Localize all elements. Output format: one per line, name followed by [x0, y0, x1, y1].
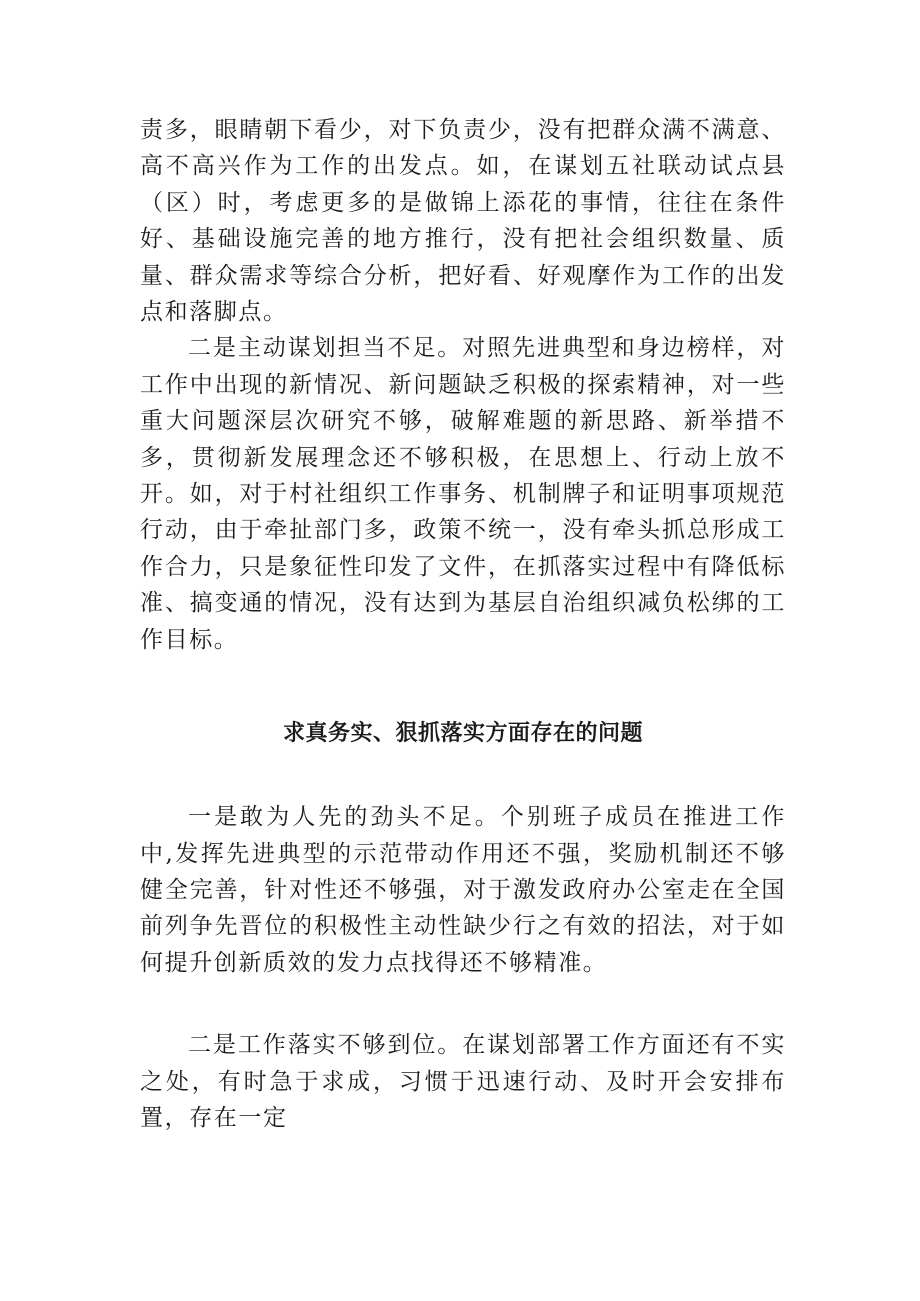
body-paragraph: 二是主动谋划担当不足。对照先进典型和身边榜样，对工作中出现的新情况、新问题缺乏积极的探索精神，对一些重大问题深层次研究不够，破解难题的新思路、新举措不多，贯彻新发展理念还不够积极，在思想上、行动上放不开。如，对于村社组织工作事务、机制牌子和证明事项规范行动，由于牵扯部门多，政策不统一，没有牵头抓总形成工作合力，只是象征性印发了文件，在抓落实过程中有降低标准、搞变通的情况，没有达到为基层自治组织减负松绑的工作目标。 [140, 335, 786, 653]
document-page [140, 112, 786, 1136]
body-paragraph: 一是敢为人先的劲头不足。个别班子成员在推进工作中,发挥先进典型的示范带动作用还不强，奖励机制还不够健全完善，针对性还不够强，对于激发政府办公室走在全国前列争先晋位的积极性主动性缺少行之有效的招法，对于如何提升创新质效的发力点找得还不够精准。 [140, 804, 786, 976]
body-paragraph: 责多，眼睛朝下看少，对下负责少，没有把群众满不满意、高不高兴作为工作的出发点。如，在谋划五社联动试点县（区）时，考虑更多的是做锦上添花的事情，往往在条件好、基础设施完善的地方推行，没有把社会组织数量、质量、群众需求等综合分析，把好看、好观摩作为工作的出发点和落脚点。 [140, 117, 786, 326]
body-paragraph: 二是工作落实不够到位。在谋划部署工作方面还有不实之处，有时急于求成，习惯于迅速行动、及时开会安排布置，存在一定 [140, 1032, 786, 1131]
section-heading: 求真务实、狠抓落实方面存在的问题 [282, 721, 643, 747]
